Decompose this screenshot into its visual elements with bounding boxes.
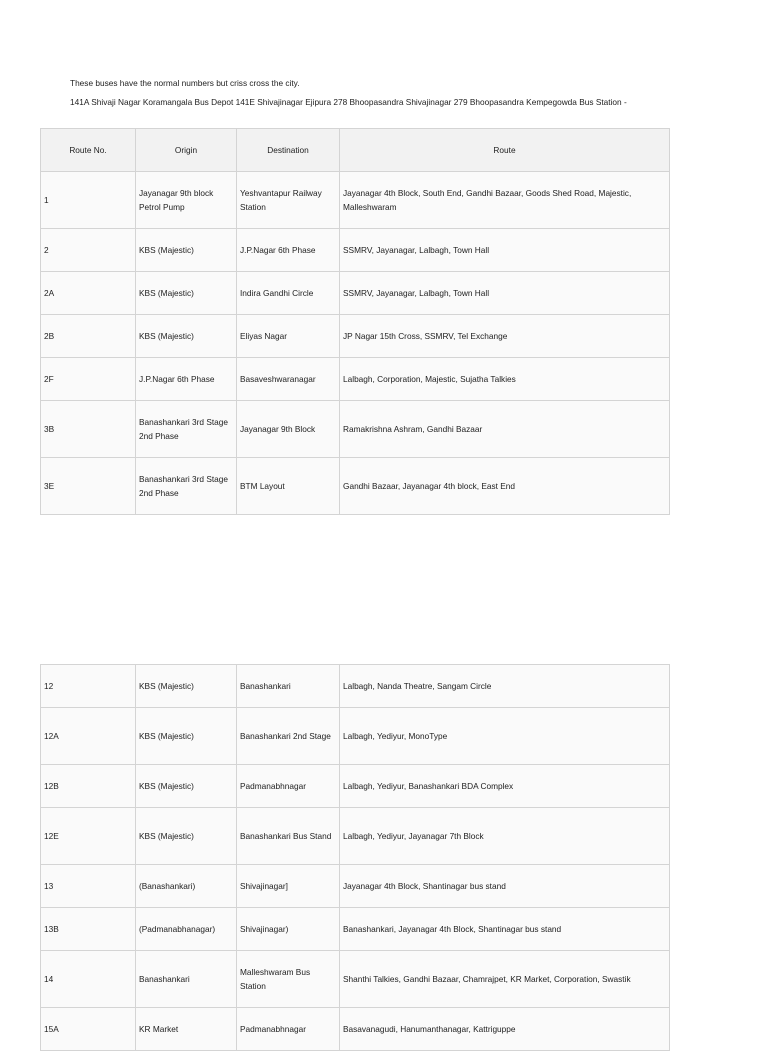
destination-cell: Shivajinagar] [237,865,340,908]
table-row [41,865,670,908]
destination-cell: Eliyas Nagar [237,315,340,358]
route-cell: Shanthi Talkies, Gandhi Bazaar, Chamrajpet, KR Market, Corporation, Swastik [340,951,670,1008]
table-row [41,808,670,865]
origin-cell: KBS (Majestic) [136,272,237,315]
route-cell: Banashankari, Jayanagar 4th Block, Shantinagar bus stand [340,908,670,951]
route-cell: Jayanagar 4th Block, South End, Gandhi Bazaar, Goods Shed Road, Majestic, Malleshwaram [340,172,670,229]
table-row [41,358,670,401]
table-row [41,708,670,765]
routes-table-2 [40,664,670,1051]
route-cell: Lalbagh, Yediyur, Banashankari BDA Complex [340,765,670,808]
origin-cell: J.P.Nagar 6th Phase [136,358,237,401]
route-cell: Gandhi Bazaar, Jayanagar 4th block, East End [340,458,670,515]
route-no-cell: 2F [41,358,136,401]
table-row [41,908,670,951]
destination-cell: Shivajinagar) [237,908,340,951]
destination-cell: Indira Gandhi Circle [237,272,340,315]
origin-cell: KBS (Majestic) [136,315,237,358]
origin-cell: KBS (Majestic) [136,808,237,865]
table-header-row [41,129,670,172]
route-no-cell: 2B [41,315,136,358]
table-row [41,401,670,458]
intro-line-2: 141A Shivaji Nagar Koramangala Bus Depot 141E Shivajinagar Ejipura 278 Bhoopasandra Shivajinagar 279 Bhoopasandra Kempegowda Bus Station - [70,97,627,107]
header-route-no: Route No. [41,129,136,172]
route-no-cell: 3E [41,458,136,515]
table-row [41,229,670,272]
table-row [41,665,670,708]
destination-cell: J.P.Nagar 6th Phase [237,229,340,272]
route-no-cell: 14 [41,951,136,1008]
route-no-cell: 2A [41,272,136,315]
origin-cell: KBS (Majestic) [136,765,237,808]
origin-cell: Jayanagar 9th block Petrol Pump [136,172,237,229]
route-no-cell: 12E [41,808,136,865]
destination-cell: Yeshvantapur Railway Station [237,172,340,229]
destination-cell: Padmanabhnagar [237,1008,340,1051]
route-cell: Lalbagh, Yediyur, MonoType [340,708,670,765]
table-row [41,1008,670,1051]
destination-cell: BTM Layout [237,458,340,515]
destination-cell: Padmanabhnagar [237,765,340,808]
header-destination: Destination [237,129,340,172]
table-row [41,272,670,315]
route-no-cell: 12 [41,665,136,708]
route-cell: SSMRV, Jayanagar, Lalbagh, Town Hall [340,272,670,315]
route-no-cell: 12B [41,765,136,808]
route-no-cell: 13 [41,865,136,908]
table-row [41,458,670,515]
route-cell: Basavanagudi, Hanumanthanagar, Kattriguppe [340,1008,670,1051]
origin-cell: (Padmanabhanagar) [136,908,237,951]
table-row [41,172,670,229]
origin-cell: KBS (Majestic) [136,708,237,765]
origin-cell: Banashankari 3rd Stage 2nd Phase [136,458,237,515]
route-no-cell: 15A [41,1008,136,1051]
origin-cell: KR Market [136,1008,237,1051]
destination-cell: Jayanagar 9th Block [237,401,340,458]
destination-cell: Banashankari Bus Stand [237,808,340,865]
route-cell: Ramakrishna Ashram, Gandhi Bazaar [340,401,670,458]
route-no-cell: 3B [41,401,136,458]
table-row [41,951,670,1008]
route-cell: Lalbagh, Nanda Theatre, Sangam Circle [340,665,670,708]
route-no-cell: 12A [41,708,136,765]
table-row [41,315,670,358]
route-no-cell: 1 [41,172,136,229]
origin-cell: KBS (Majestic) [136,229,237,272]
origin-cell: KBS (Majestic) [136,665,237,708]
header-origin: Origin [136,129,237,172]
table-row [41,765,670,808]
origin-cell: Banashankari [136,951,237,1008]
destination-cell: Malleshwaram Bus Station [237,951,340,1008]
intro-line-1: These buses have the normal numbers but criss cross the city. [70,78,300,88]
destination-cell: Banashankari [237,665,340,708]
route-cell: Jayanagar 4th Block, Shantinagar bus stand [340,865,670,908]
route-cell: Lalbagh, Corporation, Majestic, Sujatha Talkies [340,358,670,401]
header-route: Route [340,129,670,172]
origin-cell: Banashankari 3rd Stage 2nd Phase [136,401,237,458]
route-cell: JP Nagar 15th Cross, SSMRV, Tel Exchange [340,315,670,358]
origin-cell: (Banashankari) [136,865,237,908]
destination-cell: Banashankari 2nd Stage [237,708,340,765]
route-no-cell: 2 [41,229,136,272]
routes-table-1 [40,128,670,515]
route-cell: Lalbagh, Yediyur, Jayanagar 7th Block [340,808,670,865]
route-cell: SSMRV, Jayanagar, Lalbagh, Town Hall [340,229,670,272]
route-no-cell: 13B [41,908,136,951]
destination-cell: Basaveshwaranagar [237,358,340,401]
